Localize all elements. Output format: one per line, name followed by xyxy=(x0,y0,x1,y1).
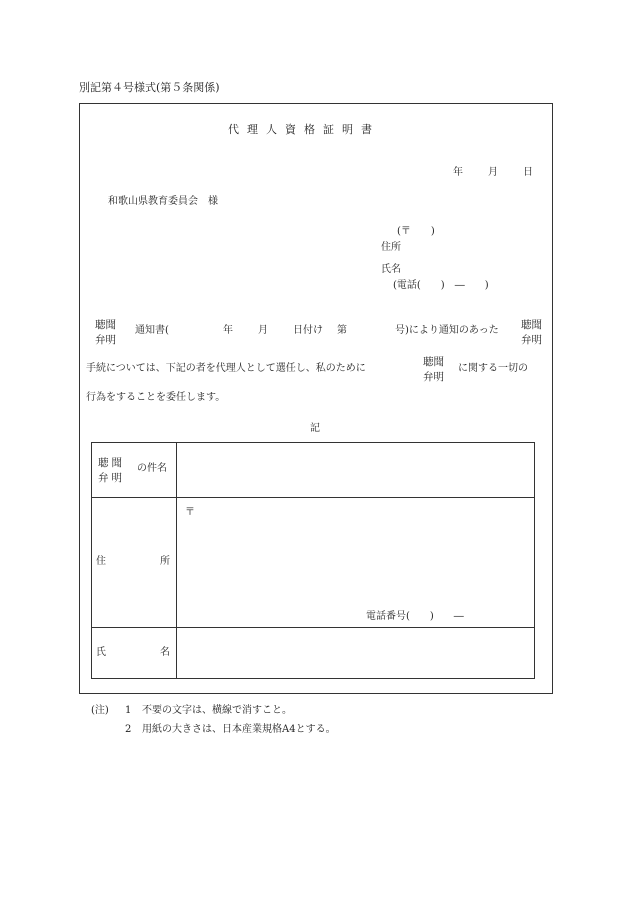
body-line-3: 行為をすることを委任します。 xyxy=(86,392,226,403)
notice-year: 年 xyxy=(223,325,233,336)
body-line-2-prefix: 手続については、下記の者を代理人として選任し、私のために xyxy=(86,363,366,374)
date-month: 月 xyxy=(488,167,498,178)
notice-prefix: 通知書( xyxy=(135,325,169,336)
note-1-number: 1 xyxy=(125,705,132,716)
choice-hearing: 聴聞 xyxy=(521,319,542,331)
agent-name-label-2: 名 xyxy=(160,647,170,658)
postal-mark: 〒 xyxy=(185,507,195,518)
choice-hearing: 聴聞 xyxy=(98,457,125,469)
table-column-divider xyxy=(176,442,177,679)
choice-stack-3 xyxy=(423,355,444,385)
choice-explanation: 弁明 xyxy=(95,334,116,346)
date-day: 日 xyxy=(523,167,533,178)
agent-address-label-1: 住 xyxy=(96,556,106,567)
applicant-address-label: 住所 xyxy=(381,242,401,253)
agent-name-label-1: 氏 xyxy=(96,647,106,658)
agent-address-label-2: 所 xyxy=(160,556,170,567)
ki-heading: 記 xyxy=(310,423,320,434)
notice-month: 月 xyxy=(258,325,268,336)
agent-table xyxy=(91,442,535,679)
table-row-divider xyxy=(91,627,535,628)
agent-phone-label: 電話番号( ) ― xyxy=(366,611,464,622)
case-name-label: の件名 xyxy=(137,463,167,474)
form-title: 代理人資格証明書 xyxy=(228,123,380,136)
applicant-phone: (電話( ) ― ) xyxy=(393,280,489,291)
table-row-divider xyxy=(91,497,535,498)
choice-explanation: 弁明 xyxy=(423,371,444,383)
choice-hearing: 聴聞 xyxy=(95,319,116,331)
choice-explanation: 弁明 xyxy=(98,472,125,484)
choice-hearing: 聴聞 xyxy=(423,356,444,368)
choice-stack-2 xyxy=(521,318,542,348)
notes-label: (注) xyxy=(91,705,109,716)
addressee: 和歌山県教育委員会 様 xyxy=(108,196,218,207)
choice-explanation: 弁明 xyxy=(521,334,542,346)
applicant-name-label: 氏名 xyxy=(381,264,401,275)
note-1-text: 不要の文字は、横線で消すこと。 xyxy=(142,705,292,716)
choice-stack-1 xyxy=(95,318,116,348)
note-2-text: 用紙の大きさは、日本産業規格A4とする。 xyxy=(142,724,336,735)
applicant-postal: (〒 ) xyxy=(397,226,435,237)
body-line-2-suffix: に関する一切の xyxy=(458,363,528,374)
form-header-label: 別記第４号様式(第５条関係) xyxy=(79,81,220,94)
notice-day: 日付け xyxy=(293,325,323,336)
choice-stack-table xyxy=(98,456,125,486)
date-year: 年 xyxy=(453,167,463,178)
notice-suffix: 号)により通知のあった xyxy=(395,325,499,336)
notice-number: 第 xyxy=(337,325,347,336)
note-2-number: 2 xyxy=(125,724,132,735)
